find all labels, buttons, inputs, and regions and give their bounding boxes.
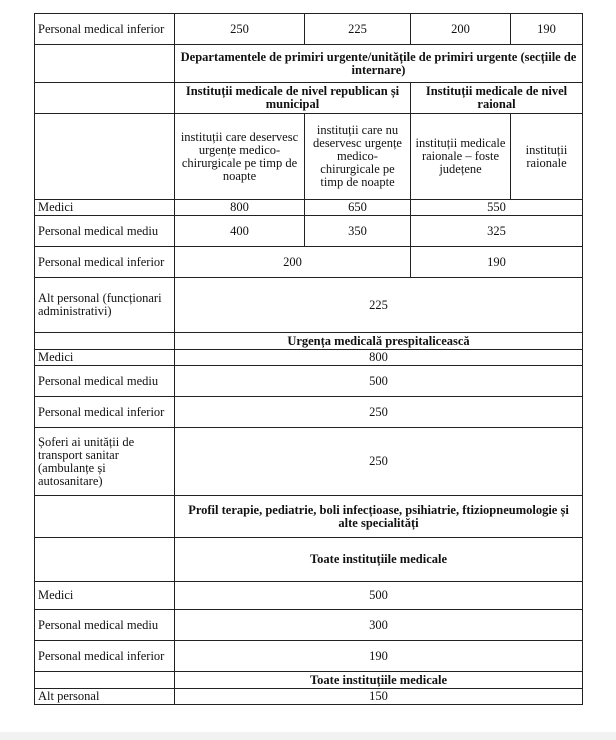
cell-value: 500 [175, 366, 583, 397]
empty-cell [35, 672, 175, 689]
column-header: instituții care nu deservesc urgențe medico-chirurgicale pe timp de noapte [305, 114, 411, 200]
empty-cell [35, 45, 175, 83]
cell-value: 800 [175, 200, 305, 216]
cell-value: 150 [175, 689, 583, 705]
row-label: Alt personal (funcționari administrativi) [35, 278, 175, 333]
section-header: Toate instituțiile medicale [175, 672, 583, 689]
cell-value: 250 [175, 14, 305, 45]
cell-value: 250 [175, 397, 583, 428]
cell-value: 350 [305, 216, 411, 247]
cell-value: 500 [175, 582, 583, 610]
table-row [35, 278, 583, 333]
row-label: Personal medical inferior [35, 247, 175, 278]
table-row [35, 350, 583, 366]
empty-cell [35, 496, 175, 538]
row-label: Alt personal [35, 689, 175, 705]
table-row [35, 14, 583, 45]
section-header-row [35, 45, 583, 83]
cell-value: 190 [411, 247, 583, 278]
cell-value: 800 [175, 350, 583, 366]
cell-value: 650 [305, 200, 411, 216]
table-row [35, 582, 583, 610]
cell-value: 400 [175, 216, 305, 247]
salary-table-page [34, 13, 582, 705]
row-label: Medici [35, 200, 175, 216]
cell-value: 190 [511, 14, 583, 45]
section-header-row [35, 672, 583, 689]
cell-value: 200 [411, 14, 511, 45]
section-header: Toate instituțiile medicale [175, 538, 583, 582]
cell-value: 250 [175, 428, 583, 496]
column-header-row [35, 114, 583, 200]
row-label: Personal medical mediu [35, 216, 175, 247]
table-row [35, 428, 583, 496]
row-label: Medici [35, 350, 175, 366]
column-header: instituții care deservesc urgențe medico-chirurgicale pe timp de noapte [175, 114, 305, 200]
cell-value: 225 [305, 14, 411, 45]
subheader-republican: Instituții medicale de nivel republican și municipal [175, 83, 411, 114]
staffing-table [34, 13, 583, 705]
table-row [35, 247, 583, 278]
cell-value: 200 [175, 247, 411, 278]
cell-value: 325 [411, 216, 583, 247]
table-row [35, 397, 583, 428]
row-label: Personal medical inferior [35, 14, 175, 45]
section-header: Profil terapie, pediatrie, boli infecțioase, psihiatrie, ftiziopneumologie și alte specialități [175, 496, 583, 538]
section-header: Urgența medicală prespitalicească [175, 333, 583, 350]
section-header: Departamentele de primiri urgente/unitățile de primiri urgente (secțiile de internare) [175, 45, 583, 83]
section-header-row [35, 496, 583, 538]
cell-value: 300 [175, 610, 583, 641]
cell-value: 550 [411, 200, 583, 216]
table-row [35, 200, 583, 216]
table-row [35, 610, 583, 641]
row-label: Personal medical inferior [35, 397, 175, 428]
cell-value: 225 [175, 278, 583, 333]
subheader-row [35, 83, 583, 114]
subheader-raional: Instituții medicale de nivel raional [411, 83, 583, 114]
column-header: instituții raionale [511, 114, 583, 200]
table-row [35, 366, 583, 397]
table-row [35, 641, 583, 672]
row-label: Medici [35, 582, 175, 610]
table-row [35, 216, 583, 247]
row-label: Personal medical mediu [35, 366, 175, 397]
row-label: Șoferi ai unității de transport sanitar (ambulanțe și autosanitare) [35, 428, 175, 496]
section-header-row [35, 538, 583, 582]
empty-cell [35, 83, 175, 114]
empty-cell [35, 538, 175, 582]
empty-cell [35, 333, 175, 350]
table-row [35, 689, 583, 705]
section-header-row [35, 333, 583, 350]
row-label: Personal medical mediu [35, 610, 175, 641]
page-bottom-edge [0, 732, 616, 740]
row-label: Personal medical inferior [35, 641, 175, 672]
cell-value: 190 [175, 641, 583, 672]
empty-cell [35, 114, 175, 200]
column-header: instituții medicale raionale – foste județene [411, 114, 511, 200]
